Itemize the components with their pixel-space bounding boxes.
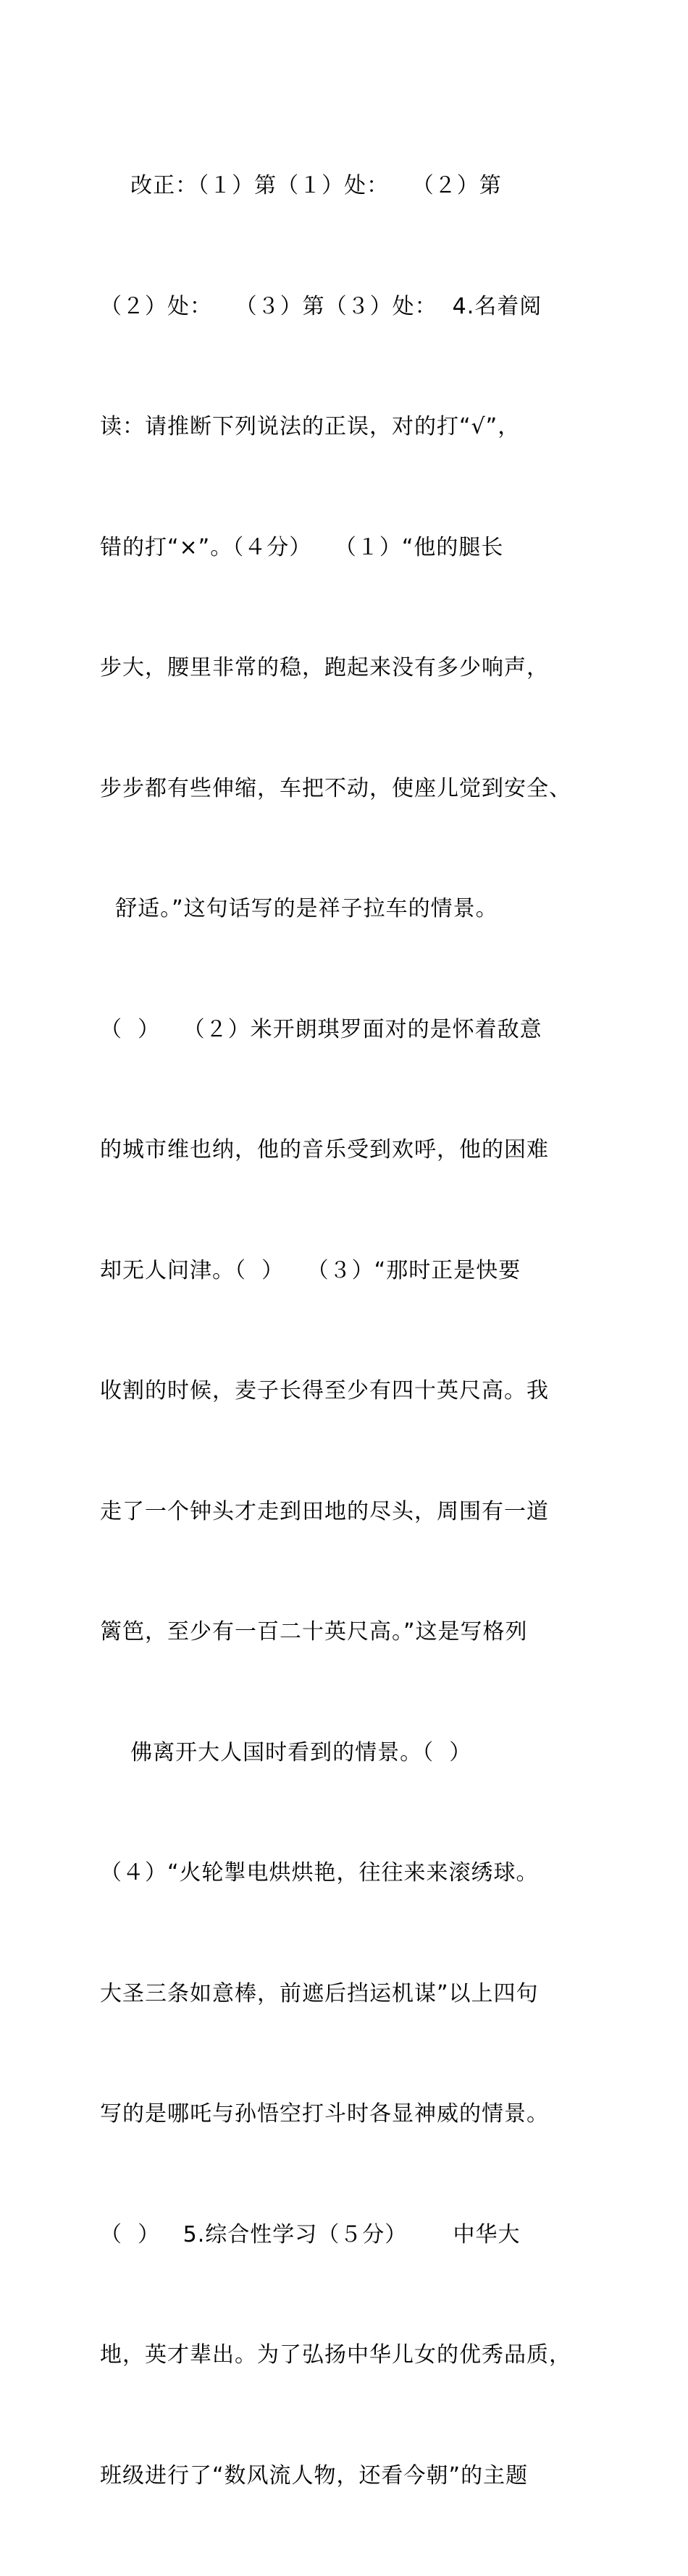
text-line: 步步都有些伸缩，车把不动，使座儿觉到安全、	[100, 775, 571, 801]
text-line: （ ） 5.综合性学习（５分） 中华大	[100, 2221, 521, 2247]
text-line: 步大，腰里非常的稳，跑起来没有多少响声，	[100, 655, 549, 680]
text-line: 走了一个钟头才走到田地的尽头，周围有一道	[100, 1498, 549, 1524]
text-line: 却无人问津。（ ） （３）“那时正是快要	[100, 1257, 521, 1283]
text-line: （２）处： （３）第（３）处： 4.名着阅	[100, 293, 542, 319]
document-text	[100, 85, 607, 2576]
text-line: 收割的时候，麦子长得至少有四十英尺高。我	[100, 1378, 549, 1403]
text-line: 篱笆，至少有一百二十英尺高。”这是写格列	[100, 1619, 528, 1644]
text-line: 错的打“×”。（４分） （１）“他的腿长	[100, 534, 504, 560]
text-line: （４）“火轮掣电烘烘艳，往往来来滚绣球。	[100, 1860, 539, 1885]
text-line: 的城市维也纳，他的音乐受到欢呼，他的困难	[100, 1137, 549, 1162]
text-line: 大圣三条如意棒，前遮后挡运机谋”以上四句	[100, 1980, 539, 2006]
text-line: 佛离开大人国时看到的情景。（ ）	[100, 1739, 472, 1765]
text-line: （ ） （２）米开朗琪罗面对的是怀着敌意	[100, 1016, 542, 1042]
text-line: 地，英才辈出。为了弘扬中华儿女的优秀品质，	[100, 2342, 571, 2368]
text-line: 班级进行了“数风流人物，还看今朝”的主题	[100, 2462, 529, 2488]
text-line: 读：请推断下列说法的正误，对的打“√”，	[100, 414, 521, 439]
text-line: 改正：（１）第（１）处： （２）第	[100, 173, 502, 198]
text-line: 写的是哪吒与孙悟空打斗时各显神威的情景。	[100, 2101, 549, 2127]
text-line: 舒适。”这句话写的是祥子拉车的情景。	[100, 896, 498, 921]
